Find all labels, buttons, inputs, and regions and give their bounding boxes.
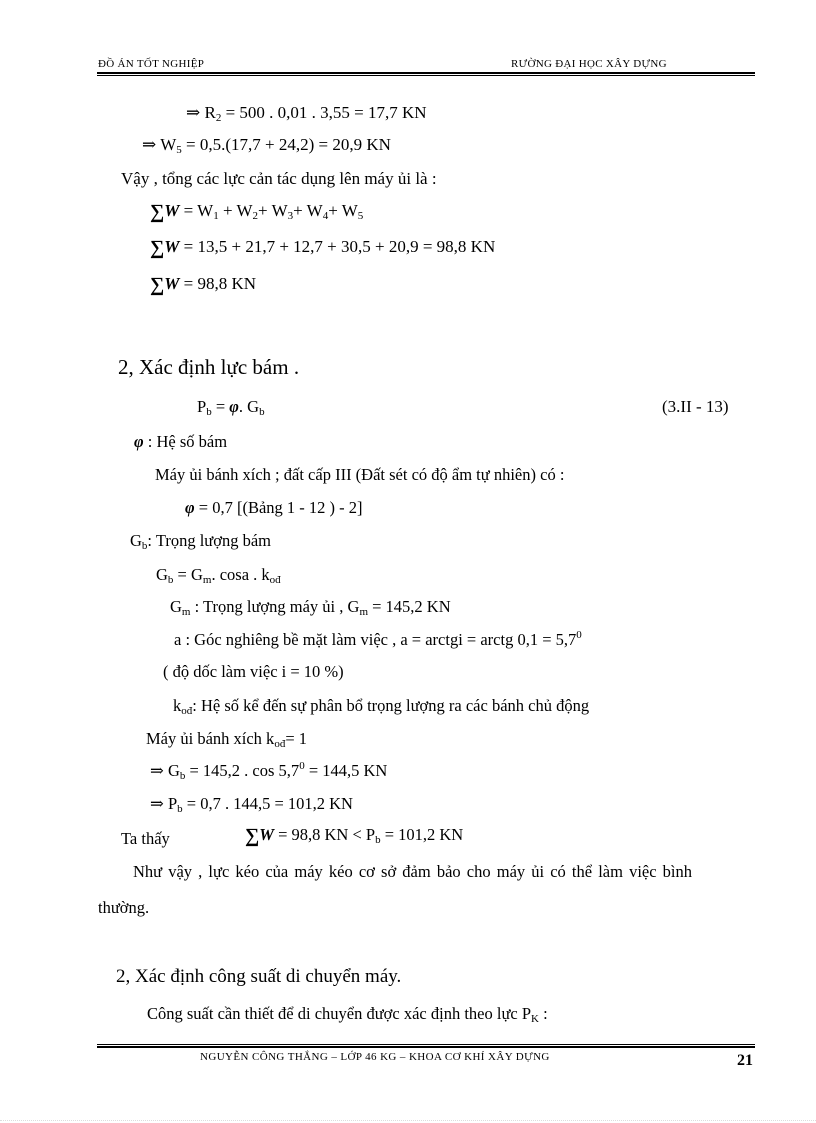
sigma-symbol: ∑ bbox=[150, 201, 165, 223]
sum-result: ∑W = 98,8 KN bbox=[150, 274, 257, 296]
pb-calc: ⇒ $P_b = 0,7$ . 144,5 = 101,2 KN bbox=[150, 794, 353, 815]
phi-symbol: φ bbox=[229, 397, 239, 416]
implies-arrow: ⇒ bbox=[142, 135, 157, 154]
slope-line: ( độ dốc làm việc i = 10 %) bbox=[163, 662, 344, 681]
implies-arrow: ⇒ bbox=[186, 103, 201, 122]
conclusion-line-1: Như vậy , lực kéo của máy kéo cơ sở đảm bảo cho máy ủi có thể làm việc bình bbox=[133, 862, 693, 881]
header-rule-thin bbox=[97, 75, 755, 76]
kod-value: Máy ủi bánh xích $k_{ođ}= 1$ bbox=[146, 729, 307, 750]
power-intro: Công suất cần thiết để di chuyển được xác định theo lực $P_K$ : bbox=[147, 1004, 548, 1025]
gb-definition: $G_b$: Trọng lượng bám bbox=[130, 531, 271, 552]
angle-definition: a : Góc nghiêng bề mặt làm việc , a = arctgi = arctg $0,1 = 5,7^0$ bbox=[174, 629, 582, 649]
sigma-symbol: ∑ bbox=[245, 825, 260, 847]
page-bottom-dotted-edge bbox=[0, 1120, 816, 1121]
sigma-symbol: ∑ bbox=[150, 274, 165, 296]
header-left: ĐỒ ÁN TỐT NGHIỆP bbox=[98, 58, 205, 70]
gb-calc: ⇒ $G_b = 145,2$ . $\cos 5,7^0 = 144,5$ KN bbox=[150, 760, 388, 782]
compare-label: Ta thấy bbox=[121, 829, 170, 848]
w5-line: ⇒ $W_5 = 0,5.(17,7 + 24,2) = 20,9$ KN bbox=[142, 135, 391, 156]
phi-symbol: φ bbox=[185, 498, 195, 517]
phi-symbol: φ bbox=[134, 432, 144, 451]
header-rule-thick bbox=[97, 72, 755, 74]
sigma-symbol: ∑ bbox=[150, 237, 165, 259]
page-number: 21 bbox=[737, 1052, 753, 1069]
sum-formula: $\sum W = W_1 + W_2+ W_3+ W_4+ W_5$ bbox=[150, 201, 364, 223]
machine-line: Máy ủi bánh xích ; đất cấp III (Đất sét có độ ẩm tự nhiên) có : bbox=[155, 465, 565, 484]
grip-formula: $P_b = \varphi$. $G_b$ bbox=[197, 397, 265, 418]
footer-text: NGUYỄN CÔNG THẮNG – LỚP 46 KG – KHOA CƠ KHÍ XÂY DỰNG bbox=[200, 1051, 550, 1063]
implies-arrow: ⇒ bbox=[150, 794, 164, 813]
header-right: RƯỜNG ĐẠI HỌC XÂY DỰNG bbox=[511, 58, 667, 70]
footer-rule-thick bbox=[97, 1046, 755, 1048]
compare-expr: ∑W = 98,8 KN < $P_b = 101,2$ KN bbox=[245, 825, 464, 847]
gm-definition: $G_m$ : Trọng lượng máy ủi , $G_m = 145,2$ KN bbox=[170, 597, 451, 618]
implies-arrow: ⇒ bbox=[150, 761, 164, 780]
r2-line: ⇒ $R_2 = 500$ . 0,01 . 3,55 = 17,7 KN bbox=[186, 103, 427, 124]
footer-rule-thin bbox=[97, 1044, 755, 1045]
phi-value: φ = 0,7 [(Bảng 1 - 12 ) - 2] bbox=[185, 498, 363, 517]
kod-definition: $k_{ođ}$: Hệ số kể đến sự phân bổ trọng lượng ra các bánh chủ động bbox=[173, 696, 590, 717]
conclusion-line-2: thường. bbox=[98, 898, 150, 917]
sum-values: ∑W = 13,5 + 21,7 + 12,7 + 30,5 + 20,9 = 98,8 KN bbox=[150, 237, 496, 259]
section-heading-power: 2, Xác định công suất di chuyển máy. bbox=[116, 966, 402, 987]
phi-definition: φ : Hệ số bám bbox=[134, 432, 228, 451]
summary-text: Vậy , tổng các lực cản tác dụng lên máy ủi là : bbox=[121, 169, 437, 188]
section-heading-grip-force: 2, Xác định lực bám . bbox=[118, 355, 300, 379]
gb-formula: $G_b = G_m$. cosa . $k_{ođ}$ bbox=[156, 565, 281, 586]
formula-ref: (3.II - 13) bbox=[662, 397, 729, 416]
